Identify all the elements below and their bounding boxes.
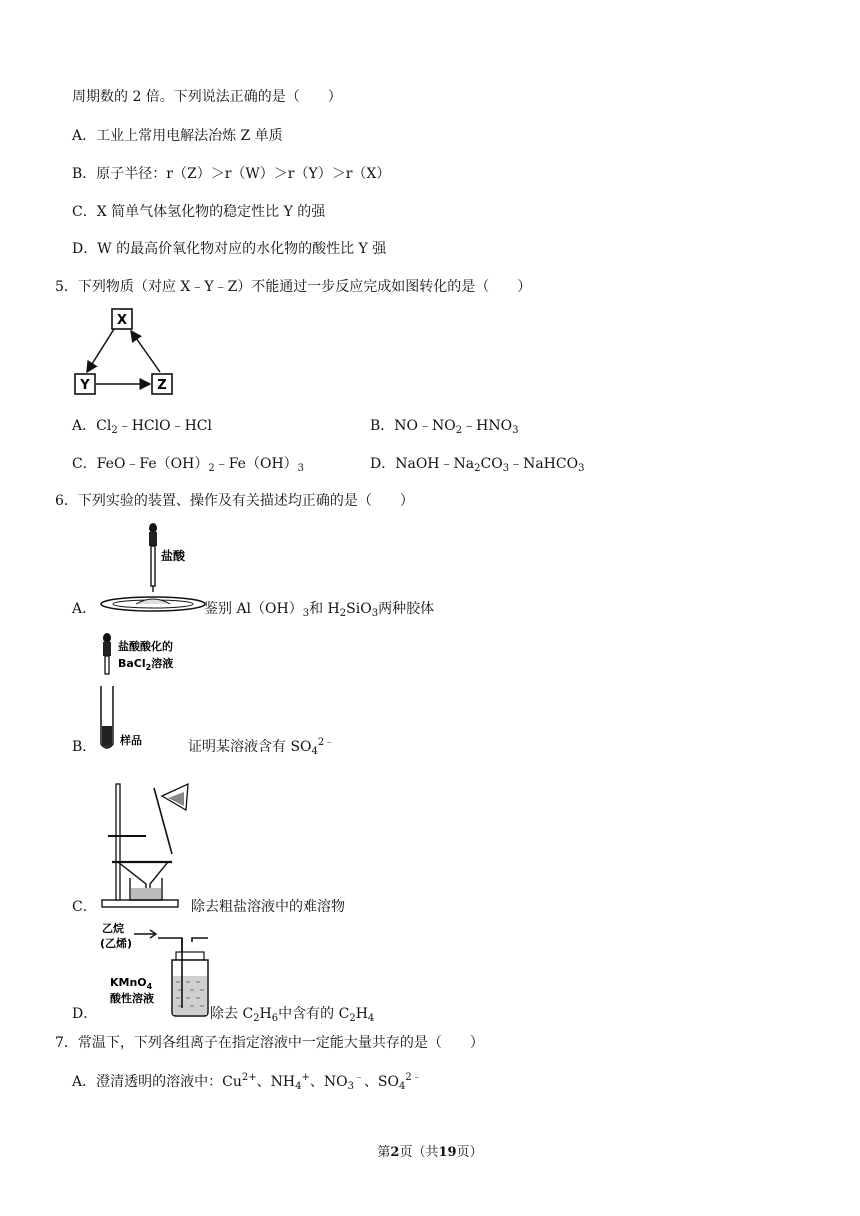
q6-option-a-text: 鉴别 $Al(OH)_3$和 $H_2SiO_3$两种胶体 — [204, 601, 435, 619]
q4-stem-tail: 周期数的 2 倍。下列说法正确的是（ ） — [72, 89, 342, 105]
q6-option-c-text: 除去粗盐溶液中的难溶物 — [191, 899, 345, 915]
q5-stem: 5．下列物质（对应 X﹣Y﹣Z）不能通过一步反应完成如图转化的是（ ） — [55, 279, 532, 295]
q6b-fig-label3: 样品 — [120, 734, 142, 747]
total-pages: 19 — [438, 1145, 457, 1160]
q4-option-d: D．W 的最高价氧化物对应的水化物的酸性比 Y 强 — [72, 241, 387, 257]
q6-option-a-label: A． — [72, 601, 97, 617]
q6a-figure — [98, 522, 208, 614]
q6-stem: 6．下列实验的装置、操作及有关描述均正确的是（ ） — [55, 493, 414, 509]
q6d-fig-label1: 乙烷 — [102, 922, 124, 935]
q6-option-b-label: B． — [72, 739, 97, 755]
q6b-fig-label1: 盐酸酸化的 — [118, 640, 173, 653]
page-number: 2 — [390, 1145, 400, 1160]
q6c-figure — [98, 780, 192, 910]
q5-option-a: A．$Cl_2﹣HClO﹣HCl$ — [72, 418, 212, 436]
page-footer: 第2页（共19页） — [377, 1145, 483, 1160]
q5-arrow-z-to-x — [131, 331, 160, 372]
q6d-fig-label3: KMnO$_4$ — [110, 976, 153, 991]
q4-option-a: A．工业上常用电解法冶炼 Z 单质 — [72, 128, 283, 144]
q4-option-b: B．原子半径：r（Z）＞r（W）＞r（Y）＞r（X） — [72, 166, 391, 182]
q5-label-z: Z — [157, 378, 167, 393]
q6a-fig-label: 盐酸 — [161, 549, 186, 563]
q5-option-d: D．$NaOH﹣Na_2CO_3﹣NaHCO_3$ — [370, 456, 585, 474]
q4-option-c: C．X 简单气体氢化物的稳定性比 Y 的强 — [72, 204, 326, 220]
q6-option-c-label: C． — [72, 899, 97, 915]
q6b-figure — [98, 632, 198, 752]
q6d-figure — [98, 920, 210, 1020]
q5-option-c: C．$FeO﹣Fe(OH)_2﹣Fe(OH)_3$ — [72, 456, 305, 474]
q5-triangle-diagram — [72, 306, 182, 398]
q7-option-a: A．澄清透明的溶液中：$Cu^{2+}$、$NH_4^+$、$NO_3^﹣$、$SO_4^{2﹣}$ — [72, 1072, 422, 1092]
q7-stem: 7．常温下，下列各组离子在指定溶液中一定能大量共存的是（ ） — [55, 1035, 484, 1051]
q6d-fig-label4: 酸性溶液 — [110, 992, 154, 1005]
q5-label-y: Y — [80, 378, 90, 393]
q6-option-d-label: D． — [72, 1006, 98, 1022]
q6-option-d-text: 除去 $C_2H_6$中含有的 $C_2H_4$ — [210, 1006, 375, 1024]
q5-option-b: B．$NO﹣NO_2﹣HNO_3$ — [370, 418, 519, 436]
q6d-fig-label2: (乙烯) — [100, 937, 133, 950]
q5-label-x: X — [116, 313, 128, 328]
q5-arrow-x-to-y — [87, 329, 114, 372]
q6-option-b-text: 证明某溶液含有 $SO_4^{2﹣}$ — [188, 737, 335, 757]
q6b-fig-label2: BaCl$_2$溶液 — [118, 657, 174, 672]
